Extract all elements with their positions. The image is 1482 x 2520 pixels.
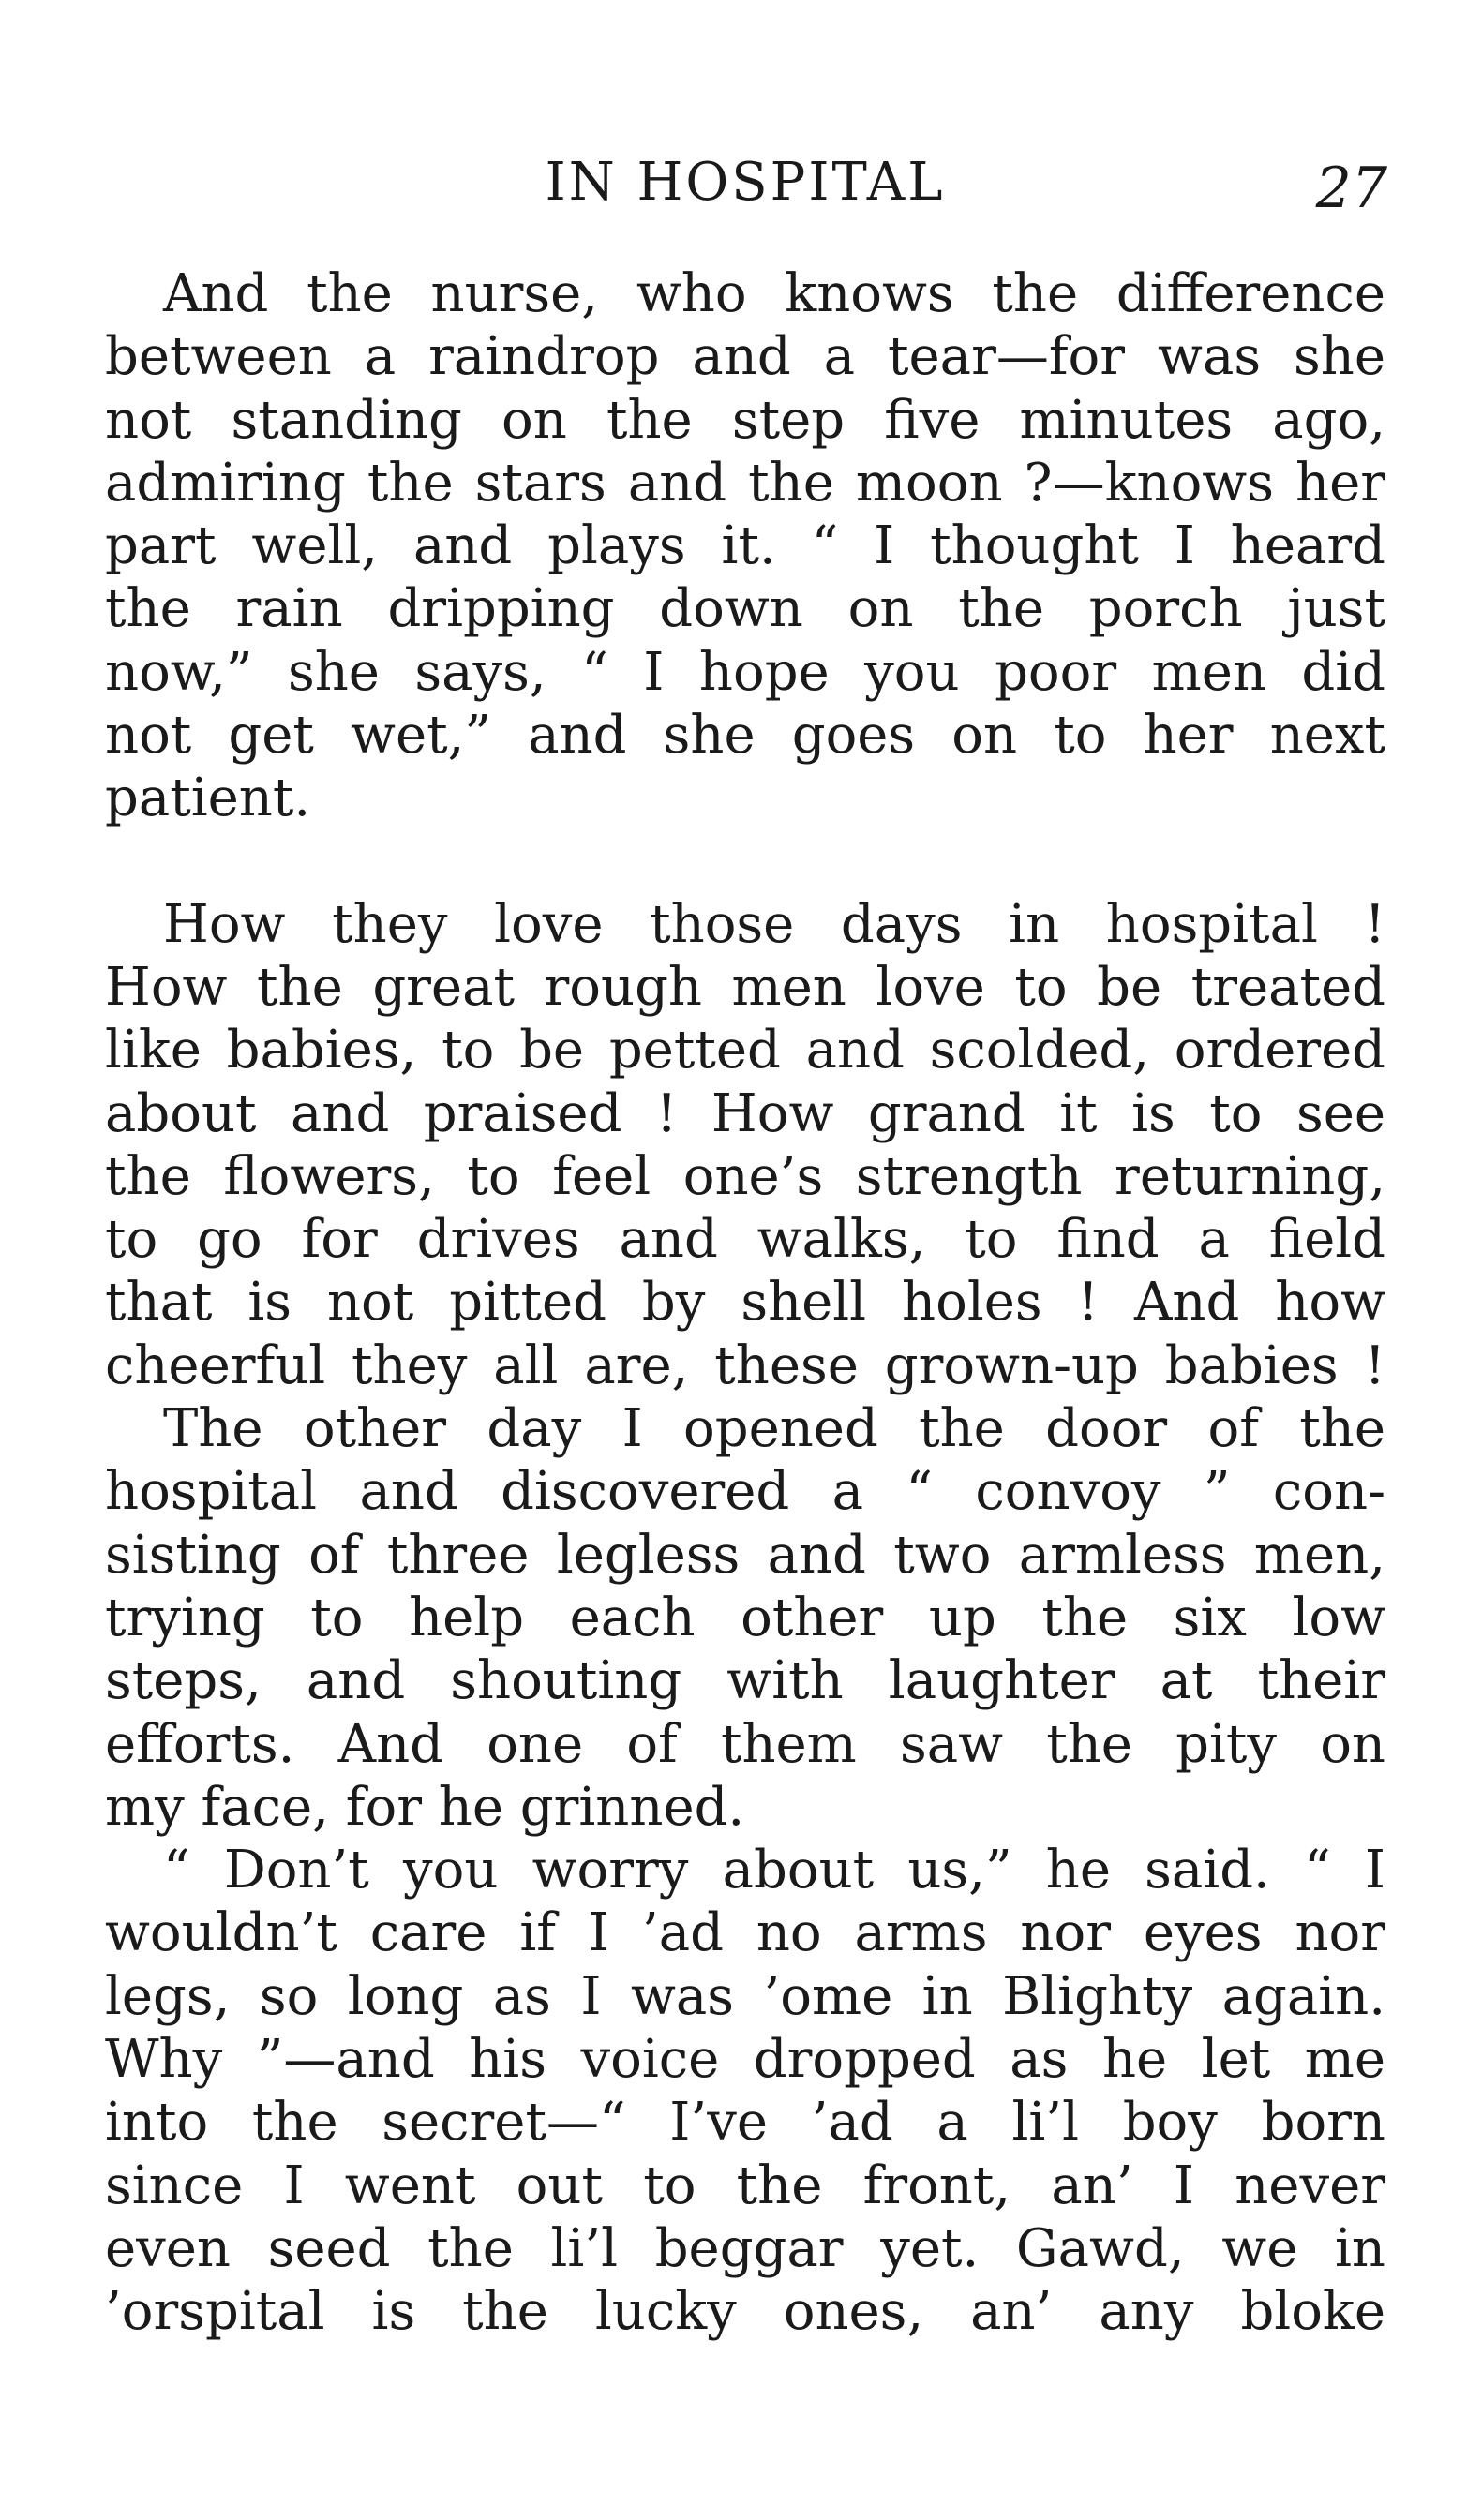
paragraph [105,262,1385,830]
text-line: to go for drives and walks, to find a field [105,1209,1385,1271]
text-line: between a raindrop and a tear—for was she [105,326,1385,388]
text-line: like babies, to be petted and scolded, ordered [105,1020,1385,1081]
text-line: efforts. And one of them saw the pity on [105,1713,1385,1775]
text-line: now,” she says, “ I hope you poor men did [105,641,1385,703]
running-title: IN HOSPITAL [545,152,946,213]
running-head [103,150,1387,221]
text-line: The other day I opened the door of the [163,1398,1385,1460]
text-line: steps, and shouting with laughter at their [105,1650,1385,1712]
paragraph [105,1839,1385,2343]
text-line: patient. [105,768,311,829]
text-line: How they love those days in hospital ! [163,893,1385,955]
body-text [105,262,1385,2344]
text-line: admiring the stars and the moon ?—knows her [105,452,1385,514]
text-line: hospital and discovered a “ convoy ” con- [105,1461,1385,1523]
text-line: even seed the li’l beggar yet. Gawd, we in [105,2217,1385,2279]
text-line: the rain dripping down on the porch just [105,578,1385,640]
paragraph [105,1397,1385,1839]
text-line: legs, so long as I was ’ome in Blighty again. [105,1965,1385,2027]
text-line: trying to help each other up the six low [105,1587,1385,1648]
text-line: How the great rough men love to be treated [105,956,1385,1018]
text-line: the flowers, to feel one’s strength returning, [105,1145,1385,1207]
page-number: 27 [1315,156,1387,221]
text-line: And the nurse, who knows the difference [163,263,1385,324]
text-line: Why ”—and his voice dropped as he let me [105,2029,1385,2091]
text-line: into the secret—“ I’ve ’ad a li’l boy born [105,2092,1385,2154]
paragraph [105,893,1385,1397]
text-line: wouldn’t care if I ’ad no arms nor eyes nor [105,1902,1385,1964]
text-line: part well, and plays it. “ I thought I heard [105,515,1385,577]
text-line: sisting of three legless and two armless men, [105,1524,1385,1586]
text-line: my face, for he grinned. [105,1776,745,1838]
text-line: that is not pitted by shell holes ! And how [105,1272,1385,1334]
text-line: not get wet,” and she goes on to her next [105,705,1385,767]
paragraph-gap [105,830,1385,893]
text-line: “ Don’t you worry about us,” he said. “ I [163,1840,1385,1901]
text-line: ’orspital is the lucky ones, an’ any bloke [105,2281,1385,2343]
text-line: not standing on the step five minutes ago, [105,389,1385,451]
text-line: since I went out to the front, an’ I never [105,2155,1385,2216]
text-line: about and praised ! How grand it is to see [105,1082,1385,1144]
text-line: cheerful they all are, these grown-up babies ! [105,1335,1385,1396]
